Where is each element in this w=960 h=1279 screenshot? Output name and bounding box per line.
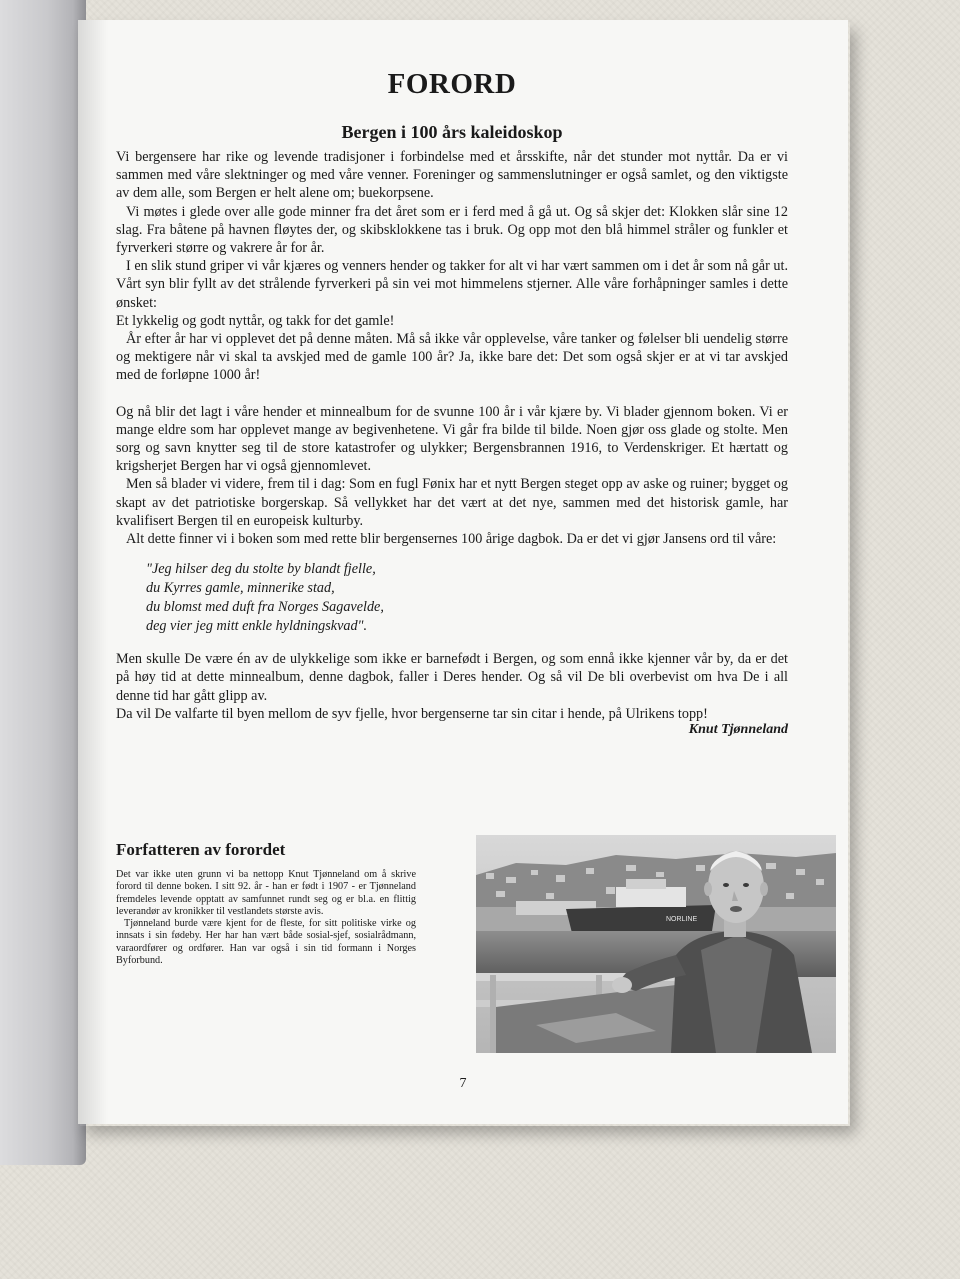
page-title: FORORD (387, 68, 517, 100)
author-photo-image (476, 835, 836, 1053)
poem-line: du blomst med duft fra Norges Sagavelde, (146, 599, 384, 616)
paragraph: År efter år har vi opplevet det på denne måten. Må så ikke vår opplevelse, våre tanker og følelser bli uendelig større og mektigere når vi skal ta avskjed med de gamle 100 år? Ja, ikke bare det: Det som også skjer er at vi tar avskjed med de forløpne 1000 år! (116, 331, 788, 384)
author-photo (476, 835, 836, 1053)
paragraph: Og nå blir det lagt i våre hender et minnealbum for de svunne 100 år i vår kjære by. Vi blader gjennom boken. Vi er mange eldre som har opplevet mange av begivenhetene. Vi går fra bilde til bilde. Noen gjør oss glade og stolte. Men sorg og savn knytter seg til de store katastrofer og ulykker; Bergensbrannen 1916, to Verdenskriger. Et hærtatt og krigsherjet Bergen har vi også gjennomlevet. (116, 403, 788, 475)
paragraph: Men så blader vi videre, frem til i dag: Som en fugl Fønix har et nytt Bergen steget opp av aske og ruiner; bygget og skapt av det patriotiske borgerskap. Så vellykket har det vært at det nye, sammen med det historisk gamle, har kvalifisert Bergen til en europeisk kulturby. (116, 476, 788, 529)
poem-line: deg vier jeg mitt enkle hyldningskvad". (146, 618, 368, 635)
paragraph: Da vil De valfarte til byen mellom de syv fjelle, hvor bergenserne tar sin citar i hende, på Ulrikens topp! (116, 705, 708, 722)
page-number: 7 (459, 1076, 467, 1091)
paragraph: Men skulle De være én av de ulykkelige som ikke er barnefødt i Bergen, og som ennå ikke kjenner vår by, da er det på høy tid at dette minnealbum, denne dagbok, faller i Deres hender. Og så vil De bli overbevist om hva De i all denne tid har gått glipp av. (116, 651, 788, 704)
page-subtitle: Bergen i 100 års kaleidoskop (341, 122, 563, 142)
poem-quote (146, 560, 788, 636)
paragraph: I en slik stund griper vi vår kjæres og venners hender og takker for alt vi har vært sammen om i det år som nå går ut. Vårt syn blir fyllt av det strålende fyrverkeri på sin vei mot himmelens stjerner. Alle våre forhåpninger samles i dette ønsket: (116, 258, 788, 311)
paragraph: Alt dette finner vi i boken som med rette blir bergensernes 100 årige dagbok. Da er det vi gjør Jansens ord til våre: (126, 531, 777, 548)
paragraph-gap (116, 385, 788, 403)
bio-text (116, 869, 416, 967)
poem-line: du Kyrres gamle, minnerike stad, (146, 580, 335, 597)
paragraph: Vi møtes i glede over alle gode minner fra det året som er i ferd med å gå ut. Og så skjer det: Klokken slår sine 12 slag. Fra båtene på havnen fløytes der, og skibsklokkene tas i bruk. Og opp mot den blå himmel stråler og funkler et fyrverkeri større og vakrere år for år. (116, 203, 788, 257)
author-signature: Knut Tjønneland (688, 722, 788, 738)
paragraph: Vi bergensere har rike og levende tradisjoner i forbindelse med et årsskifte, når det stunder mot nyttår. Da er vi sammen med våre slektninger og med våre venner. Foreninger og sammenslutninger er også samlet, og den viktigste av dem alle, som Bergen er helt alene om; buekorpsene. (116, 149, 788, 202)
bio-paragraph: Tjønneland burde være kjent for de fleste, for sitt politiske virke og innsats i sin fødeby. Her har han vært både sosial-sjef, sosialrådmann, varaordfører og ordfører. Han var også i sin tid formann i Norges Byforbund. (116, 918, 416, 967)
left-page-edge (0, 0, 86, 1165)
bio-heading: Forfatteren av forordet (116, 840, 286, 859)
ship-name: NORLINE (666, 916, 698, 923)
foreword-text (116, 148, 788, 739)
poem-line: "Jeg hilser deg du stolte by blandt fjelle, (146, 561, 376, 578)
book-page (78, 20, 848, 1124)
bio-paragraph: Det var ikke uten grunn vi ba nettopp Knut Tjønneland om å skrive forord til denne boken. I sitt 92. år - han er født i 1907 - er Tjønneland fremdeles levende opptatt av samfunnet rundt seg og er bl.a. en flittig leverandør av kronikker til vestlandets største avis. (116, 869, 416, 917)
paragraph: Et lykkelig og godt nyttår, og takk for det gamle! (116, 312, 395, 329)
